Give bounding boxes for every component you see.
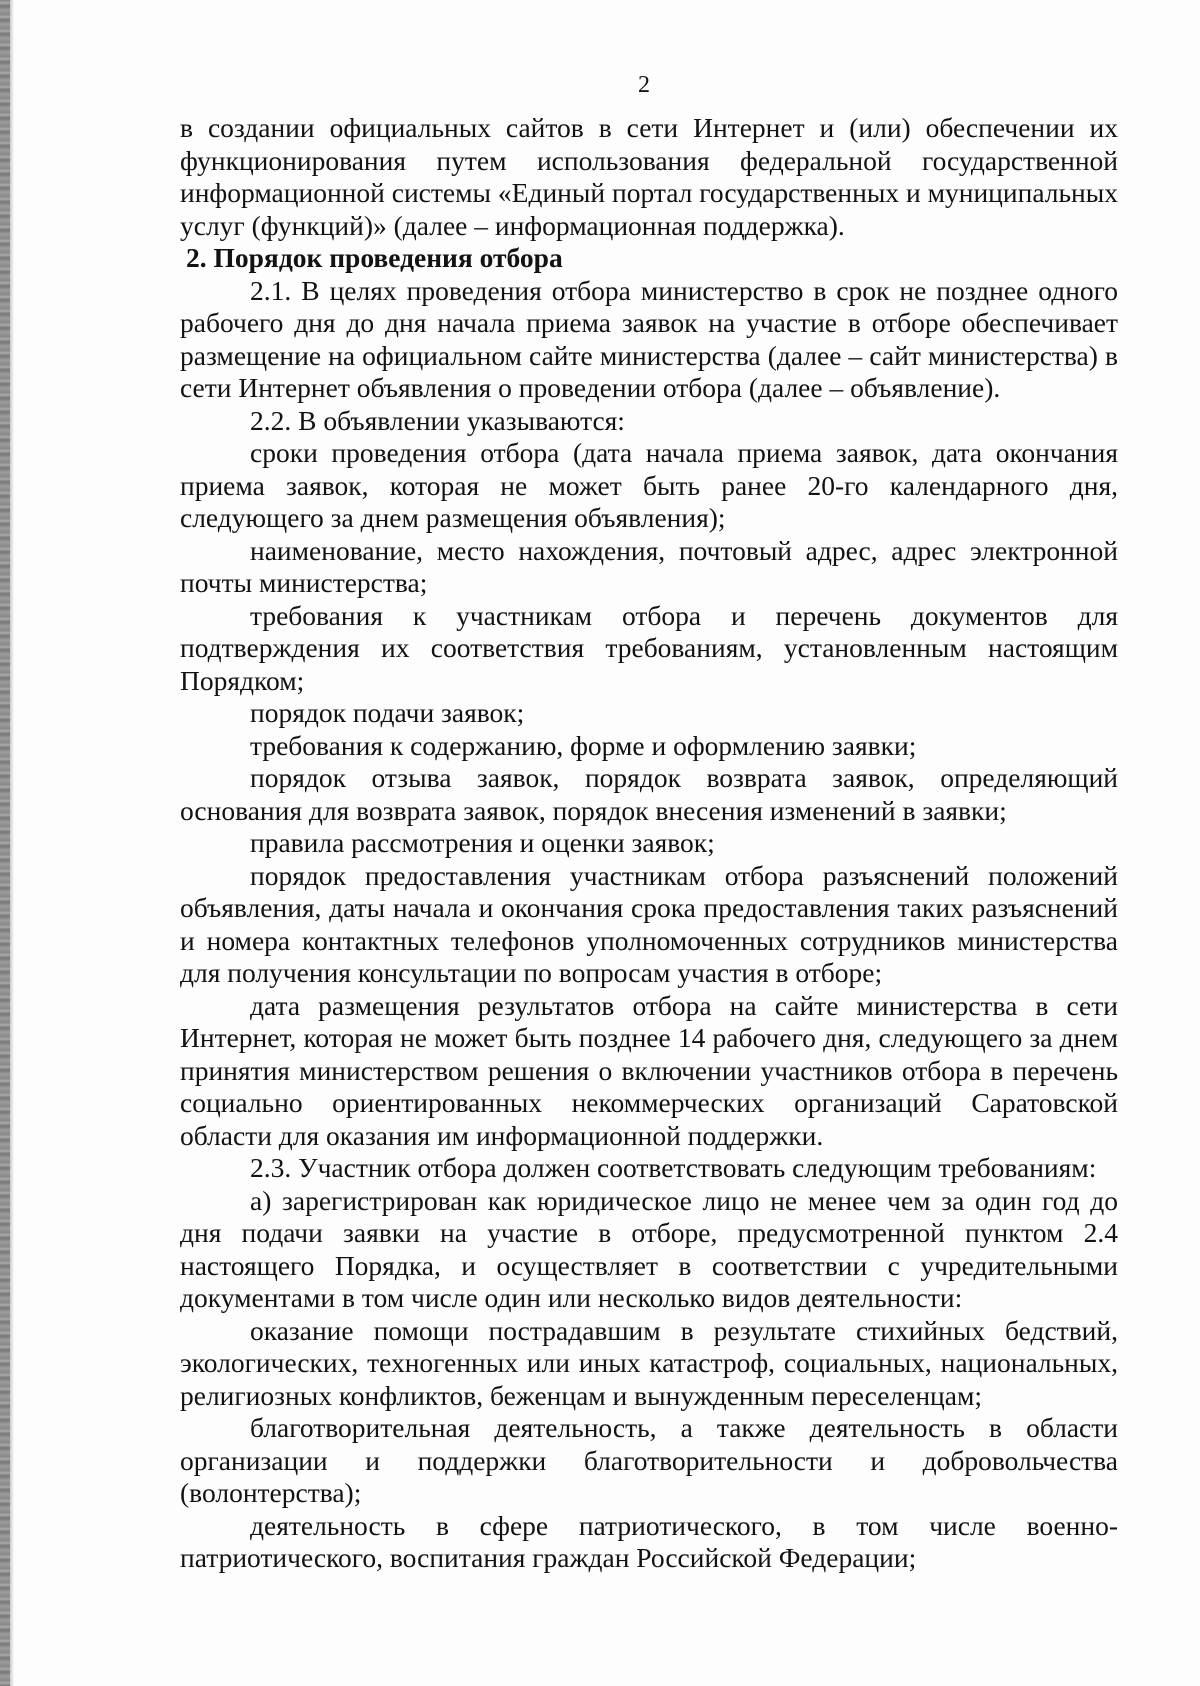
list-item-application-form: требования к содержанию, форме и оформлению заявки; [250, 729, 917, 761]
list-item-review-rules: правила рассмотрения и оценки заявок; [250, 827, 715, 858]
scan-edge [0, 0, 10, 1686]
list-item-clarifications: порядок предоставления участникам отбора разъяснений положений объявления, даты начала и окончания срока предоставления таких разъяснений и номера контактных телефонов уполномоченных сотрудников министерства для получения консультации по вопросам участия в отборе; [180, 859, 1118, 988]
list-item-name-address: наименование, место нахождения, почтовый адрес, адрес электронной почты министерства; [180, 534, 1118, 598]
paragraph-continuation: в создании официальных сайтов в сети Интернет и (или) обеспечении их функционирования путем использования федеральной государственной информационной системы «Единый портал государственных и муниципальных услуг (функций)» (далее – информационная поддержка). [180, 112, 1118, 241]
activity-patriotic: деятельность в сфере патриотического, в том числе военно-патриотического, воспитания граждан Российской Федерации; [180, 1509, 1118, 1573]
list-item-results-date: дата размещения результатов отбора на сайте министерства в сети Интернет, которая не может быть позднее 14 рабочего дня, следующего за днем принятия министерством решения о включении участников отбора в перечень социально ориентированных некоммерческих организаций Саратовской области для оказания им информационной поддержки. [180, 989, 1118, 1151]
paragraph-2-1: 2.1. В целях проведения отбора министерство в срок не позднее одного рабочего дня до дня начала приема заявок на участие в отборе обеспечивает размещение на официальном сайте министерства (далее – сайт министерства) в сети Интернет объявления о проведении отбора (далее – объявление). [180, 274, 1118, 403]
activity-charity: благотворительная деятельность, а также деятельность в области организации и поддержки благотворительности и добровольчества (волонтерства); [180, 1412, 1118, 1508]
paragraph-2-2: 2.2. В объявлении указываются: [250, 404, 625, 436]
list-item-requirements: требования к участникам отбора и перечень документов для подтверждения их соответствия требованиям, установленным настоящим Порядком; [180, 599, 1118, 696]
section-heading: 2. Порядок проведения отбора [186, 242, 563, 273]
document-body [180, 112, 1118, 1575]
activity-disaster-help: оказание помощи пострадавшим в результате стихийных бедствий, экологических, техногенных или иных катастроф, социальных, национальных, религиозных конфликтов, беженцам и вынужденным переселенцам; [180, 1314, 1118, 1411]
list-item-withdrawal-order: порядок отзыва заявок, порядок возврата заявок, определяющий основания для возврата заявок, порядок внесения изменений в заявки; [180, 762, 1118, 826]
paragraph-2-3: 2.3. Участник отбора должен соответствовать следующим требованиям: [250, 1152, 1097, 1183]
scan-edge-shadow [10, 0, 14, 1686]
list-item-deadlines: сроки проведения отбора (дата начала приема заявок, дата окончания приема заявок, которая не может быть ранее 20-го календарного дня, следующего за днем размещения объявления); [180, 437, 1118, 533]
list-item-submission-order: порядок подачи заявок; [250, 697, 525, 728]
paragraph-2-3-a: а) зарегистрирован как юридическое лицо не менее чем за один год до дня подачи заявки на участие в отборе, предусмотренной пунктом 2.4 настоящего Порядка, и осуществляет в соответствии с учредительными документами в том числе один или несколько видов деятельности: [180, 1184, 1118, 1313]
page-number: 2 [638, 72, 650, 98]
